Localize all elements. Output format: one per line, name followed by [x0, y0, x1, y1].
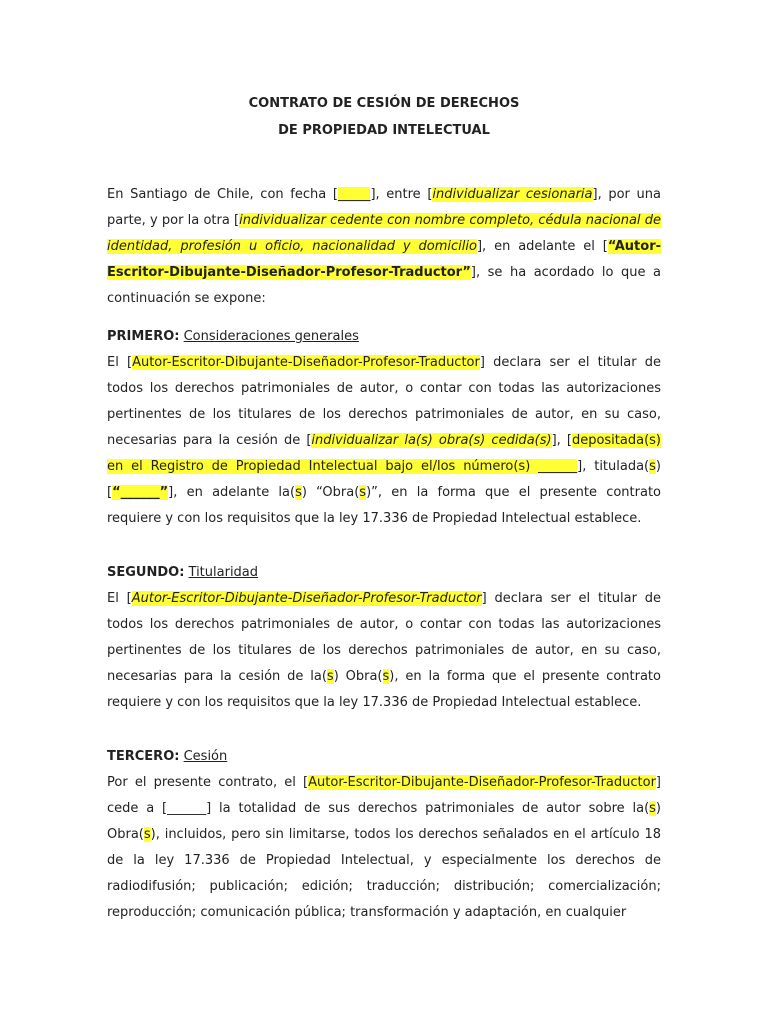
depositada-placeholder: depositada(s) en el Registro de Propiedad Intelectual bajo el/los número(s) ______ [107, 433, 661, 474]
plural-s-placeholder: s [649, 459, 656, 474]
cesionaria-placeholder: individualizar cesionaria [432, 187, 593, 202]
primero-text-4: ], titulada( [577, 459, 650, 474]
segundo-autor-placeholder: Autor-Escritor-Dibujante-Diseñador-Profesor-Traductor [131, 591, 482, 606]
plural-s-placeholder: s [295, 485, 302, 500]
primero-label: PRIMERO: [107, 329, 180, 344]
tercero-text-4: ), incluidos, pero sin limitarse, todos los derechos señalados en el artículo 18 de la ley 17.336 de Propiedad Intelectual, y especialmente los derechos de radiodifusión; publicación; edición; traducción; distribución; comercialización; reproducción; comunicación pública; transformación y adaptación, en cualquier [107, 827, 661, 920]
tercero-subheading: Cesión [183, 749, 228, 764]
segundo-text-2: ] declara ser el titular de todos los derechos patrimoniales de autor, o contar con todas las autorizaciones pertinentes de los titulares de los derechos patrimoniales de autor, en su caso, necesarias para la cesión de la( [107, 591, 662, 684]
document-title-line-1: CONTRATO DE CESIÓN DE DERECHOS [248, 96, 520, 111]
primero-text-3: ], [ [551, 433, 572, 448]
intro-text-3: ], por una parte, y por la otra [ [107, 187, 661, 228]
plural-s-placeholder: s [649, 801, 656, 816]
plural-s-placeholder: s [382, 669, 390, 684]
intro-paragraph [107, 182, 661, 312]
primero-heading [107, 324, 661, 350]
segundo-subheading: Titularidad [188, 565, 259, 580]
primero-subheading: Consideraciones generales [183, 329, 359, 344]
titulo-placeholder: “______” [112, 485, 169, 500]
tercero-text-1: Por el presente contrato, el [ [107, 775, 309, 790]
segundo-text-3: ) Obra( [333, 669, 383, 684]
segundo-text-1: El [ [107, 591, 132, 606]
plural-s-placeholder: s [359, 485, 367, 500]
primero-autor-placeholder: Autor-Escritor-Dibujante-Diseñador-Profesor-Traductor [132, 355, 480, 370]
intro-text-5: ], se ha acordado lo que a continuación se expone: [107, 265, 661, 306]
tercero-paragraph [107, 770, 661, 926]
cedente-placeholder: individualizar cedente con nombre completo, cédula nacional de identidad, profesión u oficio, nacionalidad y domicilio [107, 213, 661, 254]
primero-text-7: ) “Obra( [301, 485, 360, 500]
tercero-text-3: ) Obra( [107, 801, 661, 842]
segundo-text-4: ), en la forma que el presente contrato requiere y con los requisitos que la ley 17.336 de Propiedad Intelectual establece. [107, 669, 661, 710]
primero-text-5: ) [ [107, 459, 661, 500]
document-title-line-2: DE PROPIEDAD INTELECTUAL [278, 123, 490, 138]
tercero-text-2: ] cede a [______] la totalidad de sus derechos patrimoniales de autor sobre la( [107, 775, 661, 816]
tercero-heading [107, 744, 661, 770]
intro-text-2: ], entre [ [370, 187, 433, 202]
segundo-heading [107, 560, 661, 586]
primero-text-1: El [ [107, 355, 133, 370]
autor-placeholder: “Autor-Escritor-Dibujante-Diseñador-Profesor-Traductor” [107, 239, 661, 280]
primero-text-6: ], en adelante la( [168, 485, 296, 500]
intro-text-4: ], en adelante el [ [476, 239, 608, 254]
plural-s-placeholder: s [326, 669, 334, 684]
tercero-autor-placeholder: Autor-Escritor-Dibujante-Diseñador-Profesor-Traductor [308, 775, 656, 790]
primero-text-8: )”, en la forma que el presente contrato requiere y con los requisitos que la ley 17.336 de Propiedad Intelectual establece. [107, 485, 661, 526]
intro-text-1: En Santiago de Chile, con fecha [ [107, 187, 338, 202]
primero-text-2: ] declara ser el titular de todos los derechos patrimoniales de autor, o contar con todas las autorizaciones pertinentes de los titulares de los derechos patrimoniales de autor, en su caso, necesarias para la cesión de [ [107, 355, 662, 448]
tercero-label: TERCERO: [107, 749, 180, 764]
primero-paragraph [107, 350, 661, 532]
segundo-label: SEGUNDO: [107, 565, 185, 580]
date-placeholder: _____ [337, 187, 371, 202]
plural-s-placeholder: s [143, 827, 151, 842]
obras-placeholder: individualizar la(s) obra(s) cedida(s) [311, 433, 552, 448]
segundo-paragraph [107, 586, 661, 716]
